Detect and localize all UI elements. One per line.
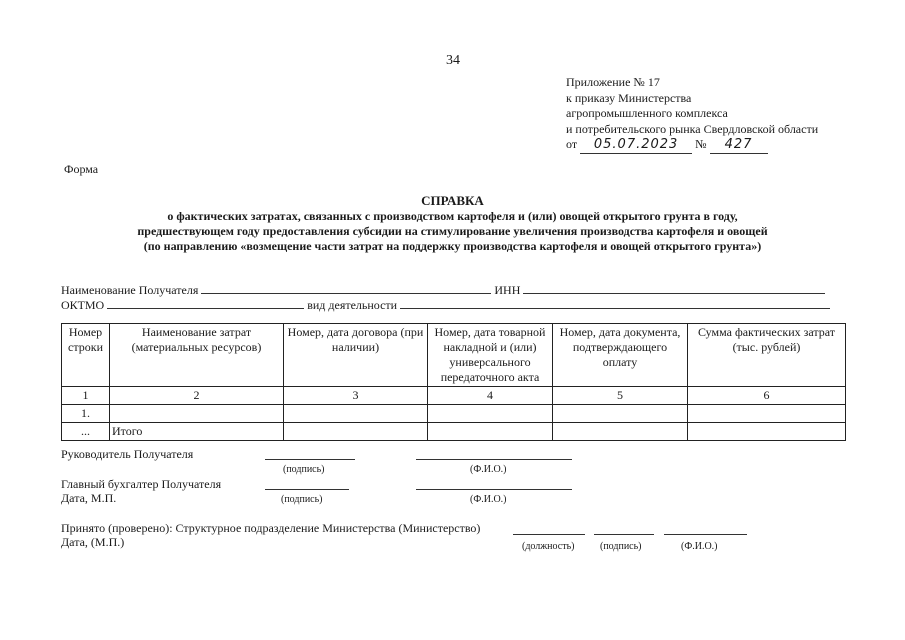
column-number: 1 [62,387,110,405]
column-number: 2 [110,387,284,405]
row-number: ... [62,423,110,441]
table-total-row [62,423,846,441]
total-label: Итого [110,423,284,441]
activity-field[interactable] [400,296,830,309]
page-number: 34 [446,53,460,68]
header-cost-name: Наименование затрат (материальных ресурсов) [110,324,284,387]
activity-label: вид деятельности [307,298,398,312]
signature-hint: (подпись) [281,494,323,505]
oktmo-label: ОКТМО [61,298,105,312]
name-hint: (Ф.И.О.) [470,494,507,505]
column-number: 4 [428,387,553,405]
inn-field[interactable] [523,281,825,294]
table-cell[interactable] [428,405,553,423]
table-row [62,405,846,423]
document-title: СПРАВКА [421,193,484,208]
column-number: 5 [553,387,688,405]
date-mp2-label: Дата, (М.П.) [61,535,125,549]
accepted-signature-line[interactable] [594,534,654,535]
date-mp-label: Дата, М.П. [61,491,117,505]
table-numbering-row [62,387,846,405]
appendix-line-4: и потребительского рынка Свердловской области [566,121,819,136]
header-sum: Сумма фактических затрат (тыс. рублей) [688,324,846,387]
header-payment-doc: Номер, дата документа, подтверждающего оплату [553,324,688,387]
position-line[interactable] [513,534,585,535]
column-number: 6 [688,387,846,405]
signature-hint: (подпись) [283,464,325,475]
title-line-2: предшествующем году предоставления субсидии на стимулирование увеличения производства картофеля и овощей [137,224,768,238]
table-cell[interactable] [284,423,428,441]
table-cell[interactable] [553,405,688,423]
name-hint: (Ф.И.О.) [681,541,718,552]
appendix-line-2: к приказу Министерства [566,90,692,105]
column-number: 3 [284,387,428,405]
inn-label: ИНН [494,283,521,297]
name-hint: (Ф.И.О.) [470,464,507,475]
table-cell[interactable] [688,405,846,423]
table-cell[interactable] [110,405,284,423]
appendix-line-1: Приложение № 17 [566,75,660,89]
header-invoice: Номер, дата товарной накладной и (или) универсального передаточного акта [428,324,553,387]
title-line-3: (по направлению «возмещение части затрат на поддержку производства картофеля и овощей открытого грунта») [143,239,762,253]
title-line-1: о фактических затратах, связанных с производством картофеля и (или) овощей открытого грунта в году, [167,209,738,223]
accepted-name-line[interactable] [664,534,747,535]
table-header-row [62,324,846,387]
accountant-name-line[interactable] [416,489,572,490]
accountant-label: Главный бухгалтер Получателя [61,477,222,491]
table-cell[interactable] [284,405,428,423]
row-number: 1. [62,405,110,423]
header-row-number: Номер строки [62,324,110,387]
signature-hint: (подпись) [600,541,642,552]
accepted-label: Принято (проверено): Структурное подразделение Министерства (Министерство) [61,521,481,535]
appendix-date-line [566,137,818,154]
oktmo-row [61,296,830,313]
table-cell[interactable] [688,423,846,441]
head-label: Руководитель Получателя [61,447,194,461]
oktmo-field[interactable] [107,296,304,309]
costs-table [61,323,846,441]
table-cell[interactable] [428,423,553,441]
form-label: Форма [64,162,99,176]
number-prefix: № [695,137,707,151]
handwritten-date: 05.07.2023 [593,137,679,152]
accountant-signature-line[interactable] [265,489,349,490]
header-contract: Номер, дата договора (при наличии) [284,324,428,387]
head-signature-line[interactable] [265,459,355,460]
handwritten-number: 427 [724,137,753,152]
table-cell[interactable] [553,423,688,441]
position-hint: (должность) [522,541,575,552]
recipient-name-label: Наименование Получателя [61,283,199,297]
appendix-line-3: агропромышленного комплекса [566,106,728,120]
head-name-line[interactable] [416,459,572,460]
appendix-block [566,75,818,154]
recipient-name-field[interactable] [201,281,491,294]
date-prefix: от [566,137,578,151]
